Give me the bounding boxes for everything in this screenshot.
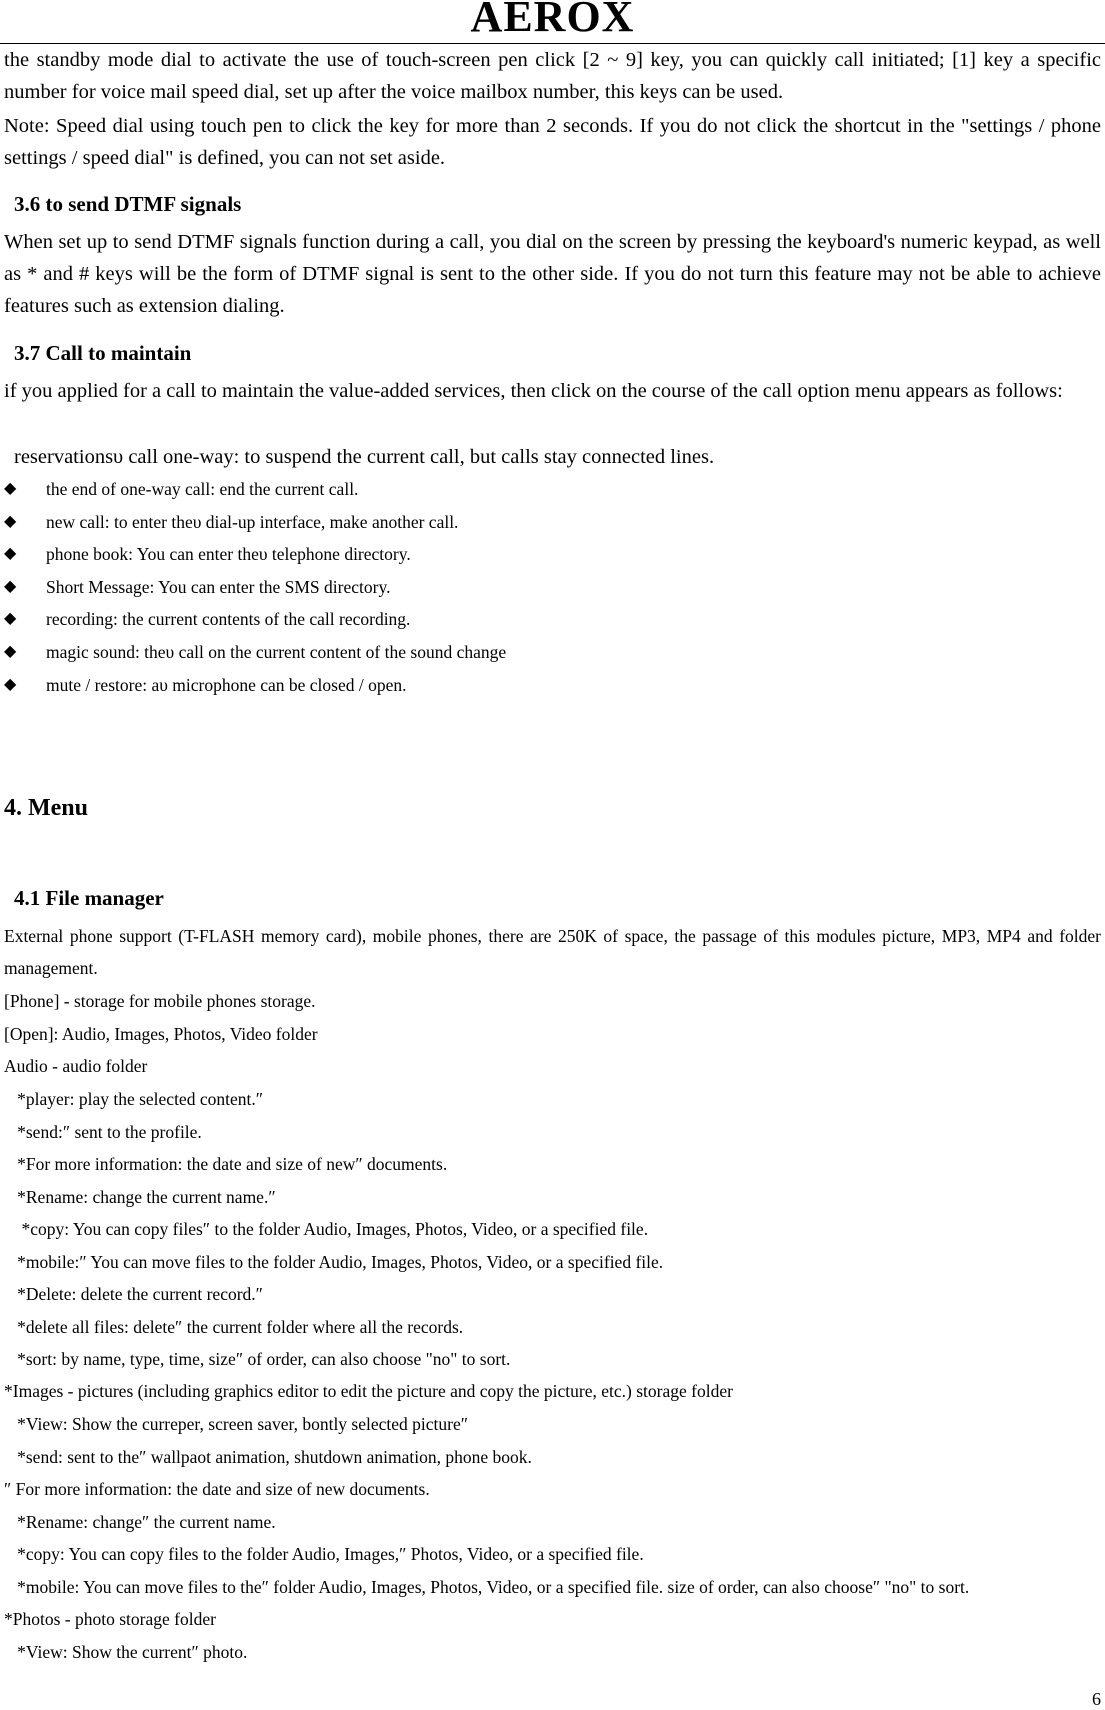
text-line: *Images - pictures (including graphics editor to edit the picture and copy the picture, etc.) storage folder — [4, 1381, 733, 1401]
list-item-text: recording: the current contents of the call recording. — [46, 609, 411, 629]
list-item-text: phone book: You can enter theυ telephone directory. — [46, 544, 411, 564]
diamond-bullet-icon: ◆ — [4, 578, 17, 595]
list-item-text: Short Message: You can enter the SMS directory. — [46, 577, 391, 597]
section-4-heading: 4. Menu — [4, 795, 88, 821]
list-item-text: mute / restore: aυ microphone can be closed / open. — [46, 675, 407, 695]
text-line: [Open]: Audio, Images, Photos, Video folder — [4, 1024, 318, 1044]
text-line: *mobile:″ You can move files to the folder Audio, Images, Photos, Video, or a specified file. — [4, 1252, 664, 1272]
page-number: 6 — [1092, 1689, 1101, 1709]
diamond-bullet-icon: ◆ — [4, 676, 17, 693]
diamond-bullet-icon: ◆ — [4, 610, 17, 627]
text-line: *delete all files: delete″ the current folder where all the records. — [4, 1317, 464, 1337]
list-item-text: the end of one-way call: end the current call. — [46, 479, 359, 499]
section-3-6-heading: 3.6 to send DTMF signals — [14, 192, 242, 216]
text-line: *send:″ sent to the profile. — [4, 1122, 202, 1142]
list-item-text: new call: to enter theυ dial-up interface, make another call. — [46, 512, 459, 532]
text-line: *sort: by name, type, time, size″ of order, can also choose "no" to sort. — [4, 1349, 511, 1369]
text-line: *View: Show the curreper, screen saver, bontly selected picture″ — [4, 1414, 469, 1434]
section-3-6-body: When set up to send DTMF signals function during a call, you dial on the screen by pressing the keyboard's numeric keypad, as well as * and # keys will be the form of DTMF signal is sent to the other side. If you do not turn this feature may not be able to achieve features such as extension dialing. — [4, 231, 1101, 317]
intro-paragraph-2: Note: Speed dial using touch pen to click the key for more than 2 seconds. If you do not click the shortcut in the "settings / phone settings / speed dial" is defined, you can not set aside. — [4, 115, 1101, 169]
intro-paragraph-1: the standby mode dial to activate the use of touch-screen pen click [2 ~ 9] key, you can quickly call initiated; [1] key a specific number for voice mail speed dial, set up after the voice mailbox number, this keys can be used. — [4, 49, 1101, 103]
section-3-7-heading: 3.7 Call to maintain — [14, 341, 192, 365]
header-title: AEROX — [470, 0, 635, 41]
section-4-1-intro: External phone support (T-FLASH memory card), mobile phones, there are 250K of space, the passage of this modules picture, MP3, MP4 and folder management. — [4, 926, 1101, 978]
text-line: *player: play the selected content.″ — [4, 1089, 263, 1109]
text-line: *send: sent to the″ wallpaot animation, shutdown animation, phone book. — [4, 1447, 532, 1467]
section-3-7-body: if you applied for a call to maintain the value-added services, then click on the course of the call option menu appears as follows: — [4, 380, 1063, 402]
diamond-bullet-icon: ◆ — [4, 480, 17, 497]
diamond-bullet-icon: ◆ — [4, 643, 17, 660]
list-item-text: magic sound: theυ call on the current content of the sound change — [46, 642, 507, 662]
text-line: *copy: You can copy files to the folder Audio, Images,″ Photos, Video, or a specified file. — [4, 1544, 644, 1564]
section-4-1-heading: 4.1 File manager — [14, 886, 164, 910]
text-line: *View: Show the current″ photo. — [4, 1642, 248, 1662]
diamond-bullet-icon: ◆ — [4, 545, 17, 562]
text-line: *Rename: change″ the current name. — [4, 1512, 276, 1532]
text-line: *copy: You can copy files″ to the folder Audio, Images, Photos, Video, or a specified file. — [4, 1219, 649, 1239]
text-line: *Rename: change the current name.″ — [4, 1187, 276, 1207]
text-line: *Photos - photo storage folder — [4, 1609, 216, 1629]
text-line: *For more information: the date and size of new″ documents. — [4, 1154, 448, 1174]
text-line: *mobile: You can move files to the″ folder Audio, Images, Photos, Video, or a specified file. size of order, can also choose″ "no" to sort. — [4, 1577, 970, 1597]
diamond-bullet-icon: ◆ — [4, 513, 17, 530]
section-3-7-lead: reservationsυ call one-way: to suspend the current call, but calls stay connected lines. — [14, 446, 715, 468]
text-line: Audio - audio folder — [4, 1056, 148, 1076]
text-line: ″ For more information: the date and size of new documents. — [4, 1479, 430, 1499]
text-line: *Delete: delete the current record.″ — [4, 1284, 263, 1304]
text-line: [Phone] - storage for mobile phones storage. — [4, 991, 316, 1011]
